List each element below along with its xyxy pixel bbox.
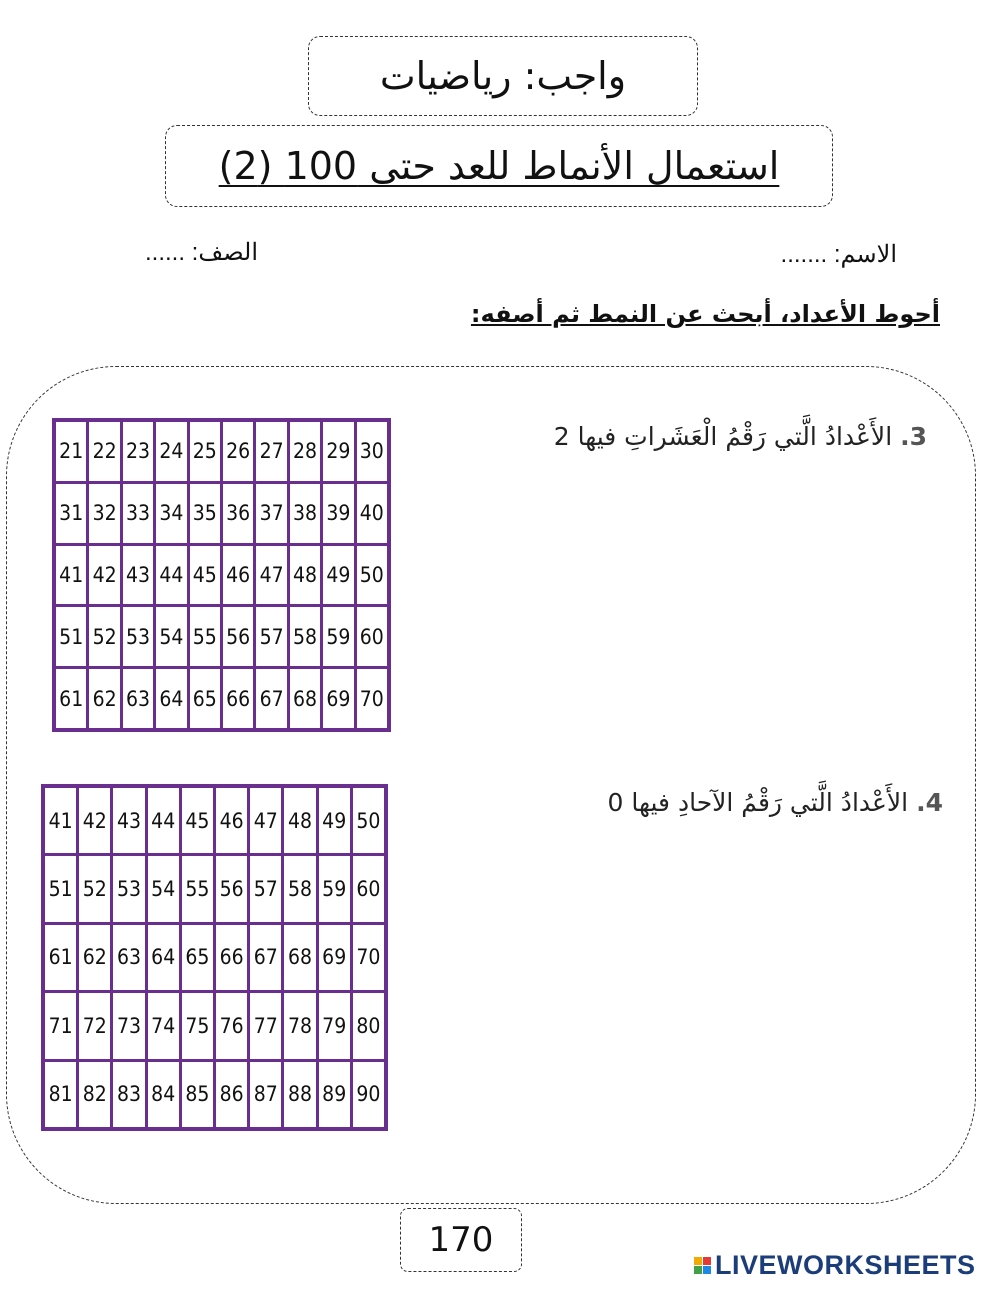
grid-cell[interactable]: 44 [148, 788, 179, 853]
grid-cell[interactable]: 50 [357, 546, 387, 605]
grid-cell[interactable]: 54 [156, 607, 186, 666]
grid-cell[interactable]: 63 [123, 669, 153, 728]
grid-cell[interactable]: 60 [353, 856, 384, 921]
page-number-box [400, 1208, 522, 1272]
grid-cell[interactable]: 71 [45, 993, 76, 1058]
grid-cell[interactable]: 51 [45, 856, 76, 921]
grid-cell[interactable]: 64 [156, 669, 186, 728]
grid-cell[interactable]: 75 [182, 993, 213, 1058]
grid-cell[interactable]: 48 [284, 788, 315, 853]
worksheet-title: واجب: رياضيات [379, 54, 627, 98]
grid-cell[interactable]: 62 [89, 669, 119, 728]
grid-cell[interactable]: 32 [89, 484, 119, 543]
grid-cell[interactable]: 63 [113, 925, 144, 990]
grid-cell[interactable]: 84 [148, 1062, 179, 1127]
grid-cell[interactable]: 69 [319, 925, 350, 990]
grid-cell[interactable]: 58 [290, 607, 320, 666]
grid-cell[interactable]: 36 [223, 484, 253, 543]
class-field: الصف: ...... [145, 239, 258, 266]
grid-cell[interactable]: 76 [216, 993, 247, 1058]
grid-cell[interactable]: 42 [89, 546, 119, 605]
grid-cell[interactable]: 50 [353, 788, 384, 853]
grid-cell[interactable]: 81 [45, 1062, 76, 1127]
grid-cell[interactable]: 23 [123, 422, 153, 481]
grid-cell[interactable]: 66 [216, 925, 247, 990]
subtitle-box [165, 125, 833, 207]
grid-cell[interactable]: 79 [319, 993, 350, 1058]
grid-cell[interactable]: 64 [148, 925, 179, 990]
grid-cell[interactable]: 61 [45, 925, 76, 990]
grid-cell[interactable]: 78 [284, 993, 315, 1058]
grid-cell[interactable]: 24 [156, 422, 186, 481]
grid-cell[interactable]: 67 [256, 669, 286, 728]
grid-cell[interactable]: 57 [250, 856, 281, 921]
grid-cell[interactable]: 53 [123, 607, 153, 666]
grid-cell[interactable]: 70 [357, 669, 387, 728]
question-text: الأَعْدادُ الَّتي رَقْمُ الآحادِ فيها 0 [607, 788, 909, 817]
lesson-title: استعمال الأنماط للعد حتى 100 (2) [218, 144, 780, 188]
grid-cell[interactable]: 22 [89, 422, 119, 481]
grid-cell[interactable]: 61 [56, 669, 86, 728]
grid-cell[interactable]: 66 [223, 669, 253, 728]
grid-cell[interactable]: 59 [319, 856, 350, 921]
grid-cell[interactable]: 49 [323, 546, 353, 605]
grid-cell[interactable]: 39 [323, 484, 353, 543]
grid-cell[interactable]: 55 [182, 856, 213, 921]
grid-cell[interactable]: 41 [45, 788, 76, 853]
grid-cell[interactable]: 72 [79, 993, 110, 1058]
grid-cell[interactable]: 46 [223, 546, 253, 605]
liveworksheets-icon [694, 1257, 711, 1274]
grid-cell[interactable]: 34 [156, 484, 186, 543]
grid-cell[interactable]: 47 [250, 788, 281, 853]
grid-cell[interactable]: 73 [113, 993, 144, 1058]
grid-cell[interactable]: 28 [290, 422, 320, 481]
grid-cell[interactable]: 21 [56, 422, 86, 481]
grid-cell[interactable]: 52 [79, 856, 110, 921]
grid-cell[interactable]: 35 [190, 484, 220, 543]
grid-cell[interactable]: 90 [353, 1062, 384, 1127]
grid-cell[interactable]: 29 [323, 422, 353, 481]
grid-cell[interactable]: 42 [79, 788, 110, 853]
grid-cell[interactable]: 70 [353, 925, 384, 990]
question-4 [608, 788, 943, 817]
grid-cell[interactable]: 27 [256, 422, 286, 481]
grid-cell[interactable]: 87 [250, 1062, 281, 1127]
grid-cell[interactable]: 26 [223, 422, 253, 481]
grid-cell[interactable]: 54 [148, 856, 179, 921]
number-grid-3 [52, 418, 391, 732]
grid-cell[interactable]: 57 [256, 607, 286, 666]
question-number: 4. [916, 788, 943, 817]
brand-logo [694, 1250, 976, 1281]
grid-cell[interactable]: 69 [323, 669, 353, 728]
grid-cell[interactable]: 37 [256, 484, 286, 543]
grid-cell[interactable]: 86 [216, 1062, 247, 1127]
grid-cell[interactable]: 80 [353, 993, 384, 1058]
grid-cell[interactable]: 47 [256, 546, 286, 605]
grid-cell[interactable]: 45 [190, 546, 220, 605]
grid-cell[interactable]: 38 [290, 484, 320, 543]
brand-name: LIVEWORKSHEETS [715, 1250, 976, 1280]
grid-cell[interactable]: 56 [216, 856, 247, 921]
grid-cell[interactable]: 89 [319, 1062, 350, 1127]
grid-cell[interactable]: 25 [190, 422, 220, 481]
grid-cell[interactable]: 65 [182, 925, 213, 990]
question-3 [554, 422, 927, 451]
grid-cell[interactable]: 48 [290, 546, 320, 605]
page-number: 170 [428, 1220, 494, 1260]
question-text: الأَعْدادُ الَّتي رَقْمُ الْعَشَراتِ فيها 2 [553, 422, 893, 451]
grid-cell[interactable]: 46 [216, 788, 247, 853]
number-grid-4 [41, 784, 388, 1131]
grid-cell[interactable]: 49 [319, 788, 350, 853]
grid-cell[interactable]: 58 [284, 856, 315, 921]
grid-cell[interactable]: 65 [190, 669, 220, 728]
grid-cell[interactable]: 60 [357, 607, 387, 666]
grid-cell[interactable]: 82 [79, 1062, 110, 1127]
grid-cell[interactable]: 52 [89, 607, 119, 666]
grid-cell[interactable]: 43 [123, 546, 153, 605]
grid-cell[interactable]: 68 [290, 669, 320, 728]
instruction: أحوط الأعداد، أبحث عن النمط ثم أصفه: [470, 300, 940, 328]
grid-cell[interactable]: 45 [182, 788, 213, 853]
grid-cell[interactable]: 31 [56, 484, 86, 543]
grid-cell[interactable]: 68 [284, 925, 315, 990]
grid-cell[interactable]: 43 [113, 788, 144, 853]
grid-cell[interactable]: 83 [113, 1062, 144, 1127]
grid-cell[interactable]: 62 [79, 925, 110, 990]
grid-cell[interactable]: 33 [123, 484, 153, 543]
title-box [308, 36, 698, 116]
grid-cell[interactable]: 77 [250, 993, 281, 1058]
grid-cell[interactable]: 67 [250, 925, 281, 990]
grid-cell[interactable]: 53 [113, 856, 144, 921]
grid-cell[interactable]: 55 [190, 607, 220, 666]
name-field: الاسم: ....... [780, 241, 897, 268]
grid-cell[interactable]: 44 [156, 546, 186, 605]
grid-cell[interactable]: 56 [223, 607, 253, 666]
grid-cell[interactable]: 41 [56, 546, 86, 605]
grid-cell[interactable]: 30 [357, 422, 387, 481]
grid-cell[interactable]: 85 [182, 1062, 213, 1127]
grid-cell[interactable]: 51 [56, 607, 86, 666]
grid-cell[interactable]: 88 [284, 1062, 315, 1127]
grid-cell[interactable]: 74 [148, 993, 179, 1058]
grid-cell[interactable]: 40 [357, 484, 387, 543]
grid-cell[interactable]: 59 [323, 607, 353, 666]
question-number: 3. [900, 422, 927, 451]
